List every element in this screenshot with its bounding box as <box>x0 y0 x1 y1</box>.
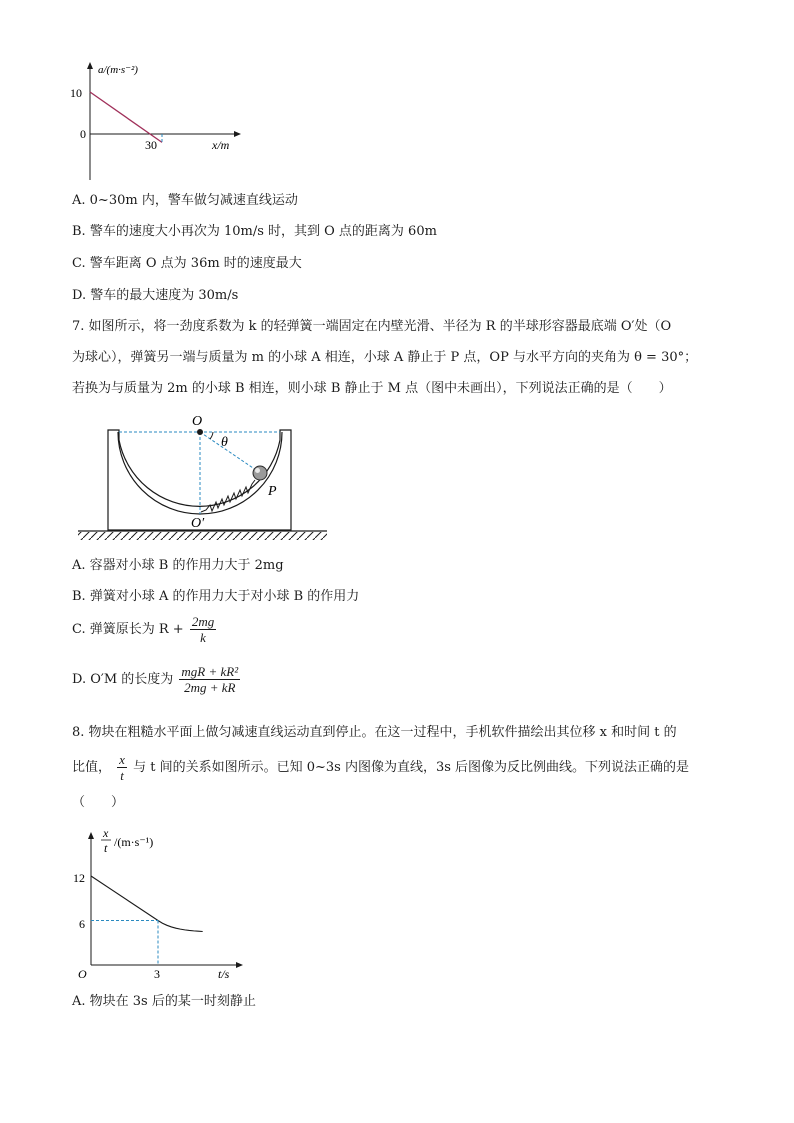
graph-xt-t <box>70 825 260 985</box>
graph-a-x <box>60 55 260 195</box>
fraction-denominator: 2mg + kR <box>184 680 236 695</box>
q8-line2-suffix: 与 t 间的关系如图所示。已知 0~3s 内图像为直线，3s 后图像为反比例曲线。下列说法正确的是 <box>133 760 690 775</box>
x-tick-3: 3 <box>154 967 160 981</box>
y-axis-label: a/(m·s⁻²) <box>98 64 138 76</box>
fraction-denominator: k <box>200 630 206 645</box>
ground-hatch <box>78 532 327 540</box>
spring <box>201 480 255 512</box>
q8-option-a: A. 物块在 3s 后的某一时刻静止 <box>72 994 256 1009</box>
inverse-curve <box>158 921 203 932</box>
q6-option-a: A. 0~30m 内，警车做匀减速直线运动 <box>72 193 298 208</box>
y-label-numerator: x <box>103 826 109 840</box>
y-tick-10: 10 <box>70 86 82 100</box>
fraction-denominator: t <box>120 768 124 783</box>
label-p: P <box>268 484 277 499</box>
fraction-numerator: x <box>119 752 125 767</box>
label-o: O <box>192 414 203 429</box>
ball-highlight <box>255 468 260 473</box>
y-tick-0: 0 <box>80 127 86 141</box>
y-label-denominator: t <box>104 841 108 855</box>
q7-option-d <box>72 664 242 695</box>
theta-arc <box>210 432 213 439</box>
origin-label: O <box>78 967 87 981</box>
q8-stem-line1: 8. 物块在粗糙水平面上做匀减速直线运动直到停止。在这一过程中，手机软件描绘出其位移 x 和时间 t 的 <box>72 725 677 740</box>
fraction-numerator: mgR + kR² <box>181 664 239 679</box>
q8-stem-line3: （ ） <box>72 795 125 810</box>
q7-option-c-prefix: C. 弹簧原长为 R + <box>72 622 184 637</box>
q7-option-a: A. 容器对小球 B 的作用力大于 2mg <box>72 558 284 573</box>
x-tick-30: 30 <box>145 138 157 152</box>
center-point <box>197 429 203 435</box>
a-x-line <box>90 92 162 142</box>
q8-stem-line2 <box>72 752 689 783</box>
q7-option-b: B. 弹簧对小球 A 的作用力大于对小球 B 的作用力 <box>72 589 360 604</box>
label-o-prime: O′ <box>191 516 205 531</box>
hemisphere-figure <box>75 410 335 545</box>
x-axis-label: x/m <box>212 138 230 152</box>
q6-option-d: D. 警车的最大速度为 30m/s <box>72 288 239 303</box>
y-tick-12: 12 <box>73 871 85 885</box>
op-line <box>200 432 259 472</box>
q7-option-c-fraction <box>190 614 216 645</box>
y-tick-6: 6 <box>79 917 85 931</box>
fraction-numerator: 2mg <box>191 614 215 629</box>
q7-option-c <box>72 614 218 645</box>
q6-option-b: B. 警车的速度大小再次为 10m/s 时，其到 O 点的距离为 60m <box>72 224 437 239</box>
q8-line2-prefix: 比值， <box>72 760 112 775</box>
x-axis-label: t/s <box>218 967 230 981</box>
q7-stem-line3: 若换为与质量为 2m 的小球 B 相连，则小球 B 静止于 M 点（图中未画出），下列说法正确的是（ ） <box>72 381 672 396</box>
q7-option-d-prefix: D. O′M 的长度为 <box>72 672 174 687</box>
q7-stem-line2: 为球心），弹簧另一端与质量为 m 的小球 A 相连，小球 A 静止于 P 点，OP 与水平方向的夹角为 θ = 30°； <box>72 350 698 365</box>
label-theta: θ <box>221 435 228 450</box>
q7-stem-line1: 7. 如图所示，将一劲度系数为 k 的轻弹簧一端固定在内壁光滑、半径为 R 的半球形容器最底端 O′处（O <box>72 319 672 334</box>
ball-a <box>253 466 267 480</box>
q7-option-d-fraction <box>179 664 240 695</box>
q6-option-c: C. 警车距离 O 点为 36m 时的速度最大 <box>72 256 302 271</box>
q8-fraction <box>117 752 127 783</box>
linear-segment <box>91 876 158 921</box>
y-label-unit: /(m·s⁻¹) <box>114 835 154 849</box>
